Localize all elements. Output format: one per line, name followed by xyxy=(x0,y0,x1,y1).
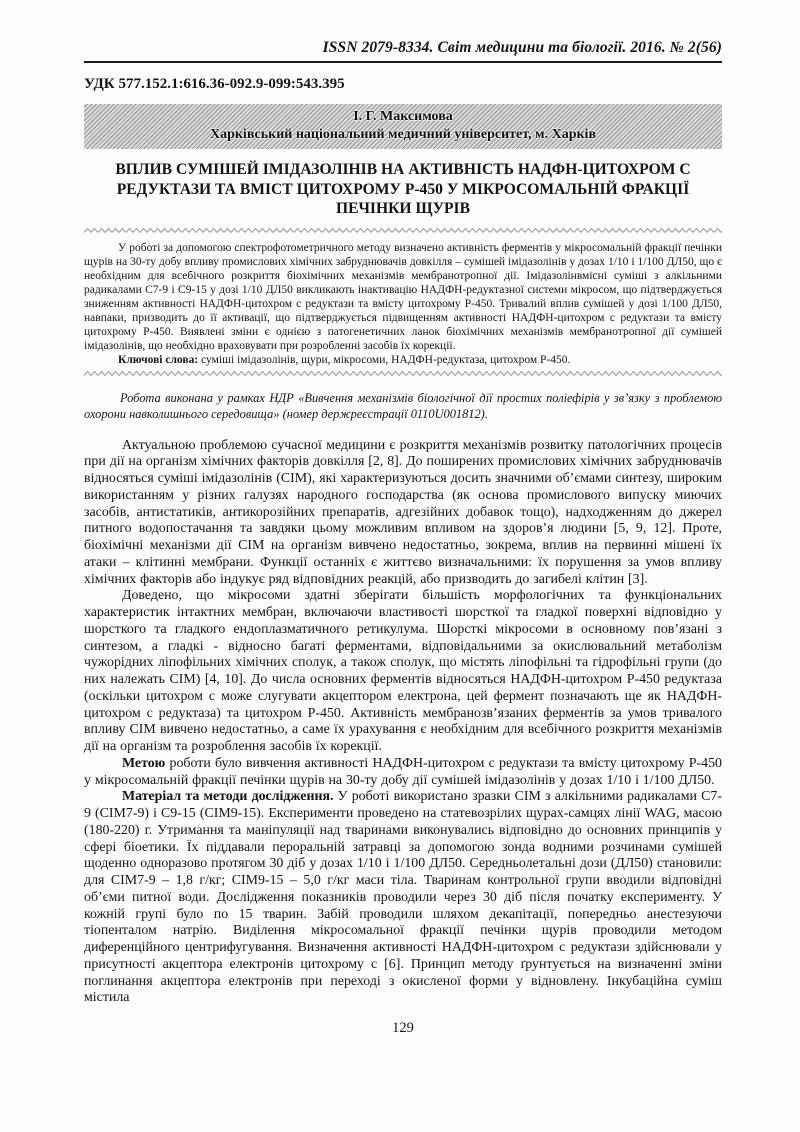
author-name: І. Г. Максимова xyxy=(353,109,453,124)
body-paragraph xyxy=(84,588,722,756)
paragraph-lead: Метою xyxy=(122,755,166,771)
paragraph-text: Актуальною проблемою сучасної медицини є розкриття механізмів розвитку патологічних процесів при дії на організм хімічних факторів довкілля [2, 8]. До поширених промислових хімічних забруднювачів відносяться суміші імідазолінів (СІМ), які характеризуються досить значними об’ємами синтезу, широким використанням у різних галузях народного господарства (як основа промислового випуску миючих засобів, антистатиків, антикорозійних препаратів, адгезійних добавок тощо), надходженням до джерел питного водопостачання та завдяки цьому можливим впливом на здоров’я людини [5, 9, 12]. Проте, біохімічні механізми дії СІМ на організм вивчено недостатньо, зокрема, вплив на первинні мішені їх атаки – клітинні мембрани. Функції останніх є життєво визначальними: їх порушення за умов впливу хімічних факторів або індукує ряд відповідних реакцій, або призводить до загибелі клітин [3]. xyxy=(84,437,722,587)
article-body xyxy=(84,438,722,1008)
paragraph-text: роботи було вивчення активності НАДФН-цитохром с редуктази та вмісту цитохрому Р-450 у мікросомальній фракції печінки щурів на 30-ту добу дії сумішей імідазолінів у дозах 1/10 і 1/100 ДЛ50. xyxy=(84,755,722,788)
zigzag-divider-bottom xyxy=(84,370,722,378)
body-paragraph xyxy=(84,789,722,1007)
zigzag-divider-top xyxy=(84,227,722,235)
header-rule xyxy=(84,61,722,63)
body-paragraph xyxy=(84,756,722,790)
udc-code: УДК 577.152.1:616.36-092.9-099:543.395 xyxy=(84,76,345,92)
keywords-label: Ключові слова: xyxy=(118,354,199,367)
article-title: ВПЛИВ СУМІШЕЙ ІМІДАЗОЛІНІВ НА АКТИВНІСТЬ НАДФН-ЦИТОХРОМ С РЕДУКТАЗИ ТА ВМІСТ ЦИТОХРОМУ Р-450 У МІКРОСОМАЛЬНІЙ ФРАКЦІЇ ПЕЧІНКИ ЩУРІВ xyxy=(115,161,691,217)
abstract-text: У роботі за допомогою спектрофотометричного методу визначено активність ферментів у мікросомальній фракції печінки щурів на 30-ту добу впливу промислових хімічних забруднювачів довкілля – сумішей імідазолінів у дозах 1/10 і 1/100 ДЛ50, що є необхідним для всебічного розкриття біохімічних механізмів мембранотропної дії. Імідазолінвмісні суміші з алкільними радикалами С7-9 і С9-15 у дозі 1/10 ДЛ50 викликають інактивацію НАДФН-редуктазної системи мікросом, що підтверджується зниженням активності НАДФН-цитохром с редуктази та вмісту цитохрому Р-450. Тривалий вплив сумішей у дозі 1/100 ДЛ50, навпаки, призводить до її активації, що підтверджується підвищенням активності НАДФН-цитохром с редуктази та вмісту цитохрому Р-450. Виявлені зміни є однією з патогенетичних ланок біохімічних механізмів мембранотропної дії сумішей імідазолінів, що необхідно враховувати при розробленні засобів їх корекції. xyxy=(84,241,722,353)
page-number: 129 xyxy=(392,1020,414,1037)
keywords-list: суміші імідазолінів, щури, мікросоми, НАДФН-редуктаза, цитохром Р-450. xyxy=(198,354,571,367)
keywords-line xyxy=(84,353,722,367)
body-paragraph xyxy=(84,438,722,589)
paragraph-text: У роботі використано зразки СІМ з алкільними радикалами С7-9 (СІМ7-9) і С9-15 (СІМ9-15). Експерименти проведено на статевозрілих щурах-самцях лінії WAG, масою (180-220) г. Утримання та маніпуляції над тваринами виконувались відповідно до основних принципів у сфері біоетики. Їх піддавали пероральній затравці за допомогою зонда водними розчинами сумішей щоденно одноразово протягом 30 діб у дозах 1/10 і 1/100 ДЛ50. Середньолетальні дози (ДЛ50) становили: для СІМ7-9 – 1,8 г/кг; СІМ9-15 – 5,0 г/кг маси тіла. Тваринам контрольної групи вводили відповідні об’єми питної води. Дослідження показників проводили через 30 діб після початку експерименту. У кожній групі було по 15 тварин. Забій проводили шляхом декапітації, попередньо анестезуючи тіопенталом натрію. Виділення мікросомальної фракції печінки щурів проводили методом диференційного центрифугування. Визначення активності НАДФН-цитохром с редуктази здійснювали у присутності акцептора електронів цитохрому с [6]. Принцип методу ґрунтується на визначенні зміни поглинання акцептора електронів при переході з окисленої форми у відновлену. Інкубаційна суміш містила xyxy=(84,789,722,1006)
author-affiliation: Харківський національний медичний університет, м. Харків xyxy=(209,126,597,142)
paragraph-lead: Матеріал та методи дослідження. xyxy=(122,789,334,805)
journal-issn-header: ISSN 2079-8334. Світ медицини та біології. 2016. № 2(56) xyxy=(322,39,722,56)
authors-box xyxy=(84,104,722,149)
research-framework-note: Робота виконана у рамках НДР «Вивчення механізмів біологічної дії простих поліефірів у зв’язку з проблемою охорони навколишнього середовища» (номер держреєстрації 0110U001812). xyxy=(84,391,722,421)
paragraph-text: Доведено, що мікросоми здатні зберігати більшість морфологічних та функціональних характеристик інтактних мембран, включаючи властивості шорсткої та гладкої поверхні відповідно у шорсткого та гладкого ендоплазматичного ретикулума. Шорсткі мікросоми в основному пов’язані з синтезом, а гладкі - відносно багаті ферментами, відповідальними за окислювальний метаболізм чужорідних ліпофільних хімічних сполук, а також сполук, що містять ліпофільні та гідрофільні групи (до них належать СІМ) [4, 10]. До числа основних ферментів відносяться НАДФН-цитохром Р-450 редуктаза (оскільки цитохром с може слугувати акцептором електрона, цей фермент позначають ще як НАДФН-цитохром с редуктаза) та цитохром Р-450. Активність мембранозв’язаних ферментів за умов тривалого впливу СІМ вивчено недостатньо, а саме їх урахування є необхідним для всебічного розкриття механізмів дії на організм та розроблення засобів їх корекції. xyxy=(84,588,722,755)
